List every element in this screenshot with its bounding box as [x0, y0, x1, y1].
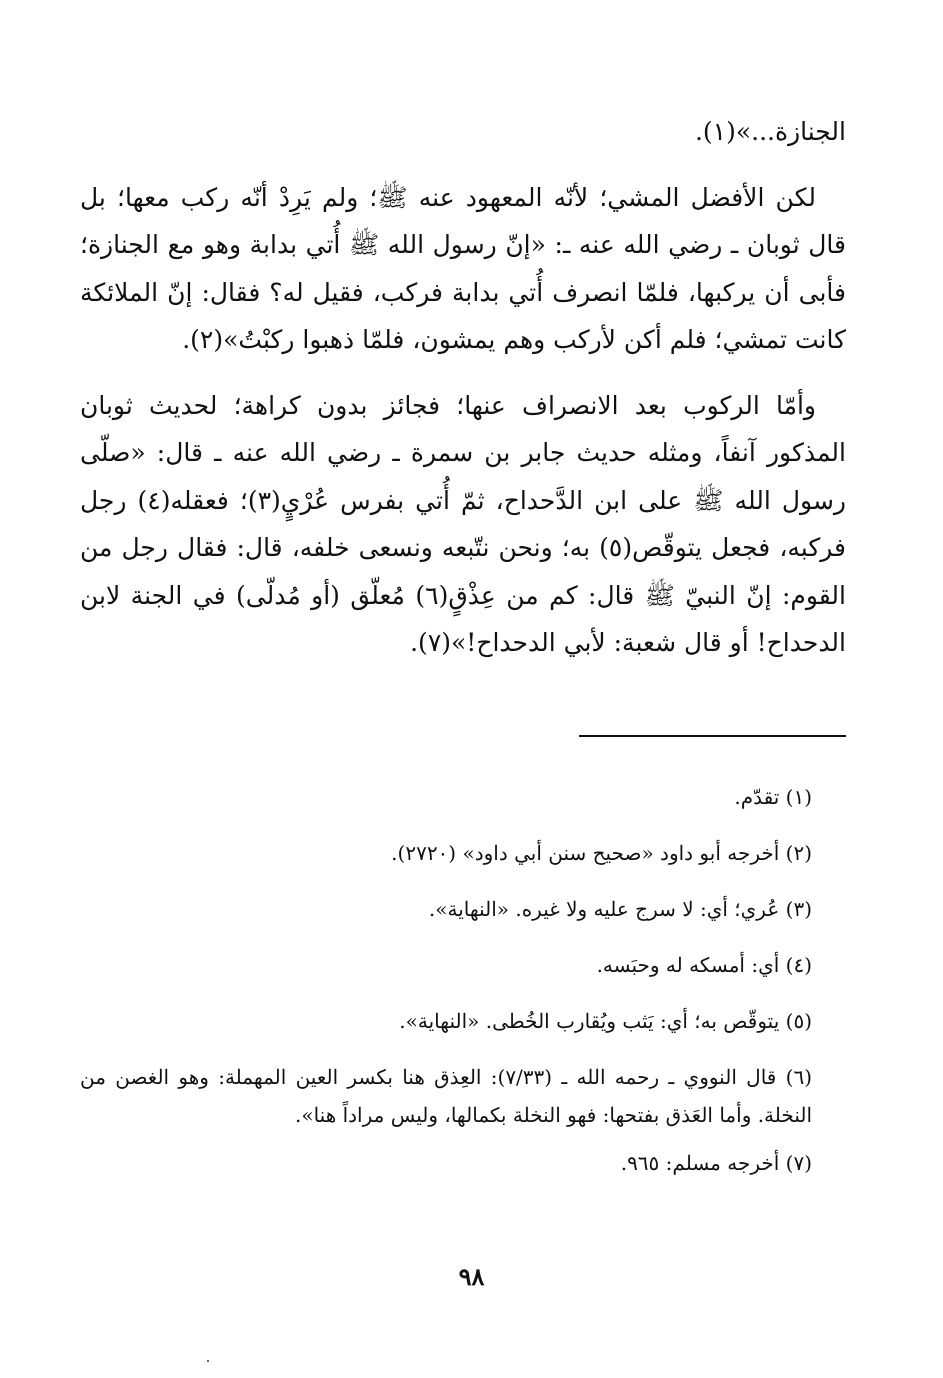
page-number: ٩٨ [458, 1262, 485, 1291]
paragraph-continuation: الجنازة...»(١). [694, 117, 846, 146]
main-text [80, 108, 846, 667]
paragraph-walking: لكن الأفضل المشي؛ لأنّه المعهود عنه ﷺ؛ ولم يَرِدْ أنّه ركب معها؛ بل قال ثوبان ـ رضي الله عنه ـ: «إنّ رسول الله ﷺ أُتي بدابة وهو مع الجنازة؛ فأبى أن يركبها، فلمّا انصرف أُتي بدابة فركب، فقيل له؟ فقال: إنّ الملائكة كانت تمشي؛ فلم أكن لأركب وهم يمشون، فلمّا ذهبوا ركبْتُ»(٢). [80, 182, 846, 354]
footnote-1: (١) تقدّم. [734, 785, 812, 809]
footnote-7: (٧) أخرجه مسلم: ٩٦٥. [620, 1151, 812, 1175]
scan-speck [207, 1360, 209, 1362]
footnote-separator [579, 735, 846, 737]
footnote-6: (٦) قال النووي ـ رحمه الله ـ (٧/٣٣): العِذق هنا بكسر العين المهملة: وهو الغصن من النخلة. وأما العَذق بفتحها: فهو النخلة بكمالها، وليس مراداً هنا». [80, 1065, 812, 1127]
footnote-2: (٢) أخرجه أبو داود «صحيح سنن أبي داود» (٢٧٢٠). [391, 841, 812, 865]
footnotes [80, 778, 846, 1200]
paragraph-riding: وأمّا الركوب بعد الانصراف عنها؛ فجائز بدون كراهة؛ لحديث ثوبان المذكور آنفاً، ومثله حديث جابر بن سمرة ـ رضي الله عنه ـ قال: «صلّى رسول الله ﷺ على ابن الدَّحداح، ثمّ أُتي بفرس عُرْيٍ(٣)؛ فعقله(٤) رجل فركبه، فجعل يتوقّص(٥) به؛ ونحن نتّبعه ونسعى خلفه، قال: فقال رجل من القوم: إنّ النبيّ ﷺ قال: كم من عِذْقٍ(٦) مُعلّق (أو مُدلّى) في الجنة لابن الدحداح! أو قال شعبة: لأبي الدحداح!»(٧). [80, 390, 846, 657]
footnote-4: (٤) أي: أمسكه له وحبَسه. [596, 953, 812, 977]
footnote-5: (٥) يتوقّص به؛ أي: يَثب ويُقارب الخُطى. «النهاية». [399, 1009, 812, 1033]
footnote-3: (٣) عُري؛ أي: لا سرج عليه ولا غيره. «النهاية». [428, 897, 812, 921]
